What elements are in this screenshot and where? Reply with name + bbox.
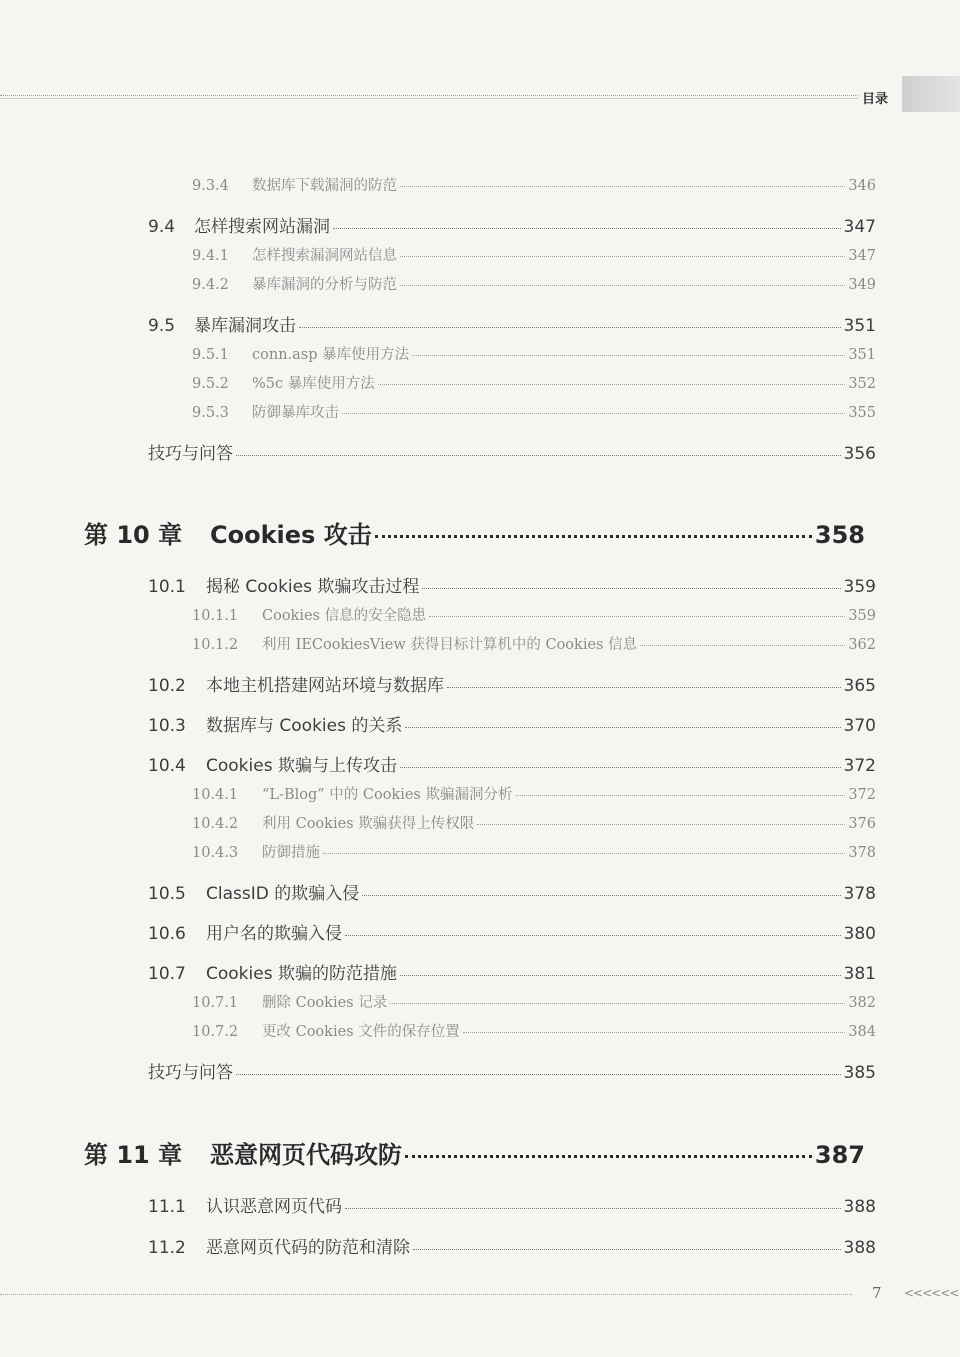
entry-page: 347 (843, 217, 876, 237)
entry-page: 370 (843, 716, 876, 736)
entry-page: 376 (848, 816, 876, 832)
leader-dots (405, 727, 840, 728)
leader-dots (390, 1003, 845, 1004)
entry-page: 359 (843, 577, 876, 597)
entry-page: 351 (848, 347, 876, 363)
chapter-number: 第 11 章 (84, 1141, 183, 1169)
entry-title: 利用 IECookiesView 获得目标计算机中的 Cookies 信息 (262, 637, 638, 653)
footer-rule (0, 1294, 852, 1295)
entry-number: 10.1.2 (192, 637, 239, 653)
toc-entry-10-7 (148, 959, 876, 984)
entry-title: 数据库与 Cookies 的关系 (206, 716, 403, 736)
entry-title: 数据库下载漏洞的防范 (252, 178, 397, 194)
toc-entry-9-5 (148, 311, 876, 336)
entry-number: 10.4 (148, 756, 186, 776)
page-number: 7 (872, 1284, 882, 1302)
entry-title: conn.asp 暴库使用方法 (252, 347, 410, 363)
leader-dots (236, 1074, 841, 1075)
toc-chapter-11 (84, 1135, 865, 1170)
toc-entry-10-7-2 (192, 1020, 876, 1041)
entry-title: 揭秘 Cookies 欺骗攻击过程 (206, 577, 420, 597)
toc-entry-10-7-1 (192, 991, 876, 1012)
entry-title: 暴库漏洞的分析与防范 (252, 277, 397, 293)
entry-title: Cookies 信息的安全隐患 (262, 608, 427, 624)
entry-page: 378 (843, 884, 876, 904)
entry-number: 10.7.2 (192, 1024, 239, 1040)
chapter-page: 387 (814, 1141, 865, 1169)
entry-number: 10.1.1 (192, 608, 239, 624)
entry-number: 9.5.2 (192, 376, 229, 392)
entry-page: 356 (843, 444, 876, 464)
entry-title: 技巧与问答 (148, 444, 233, 464)
toc-entry-9-5-3 (192, 401, 876, 422)
entry-title: 防御措施 (262, 845, 320, 861)
entry-page: 355 (848, 405, 876, 421)
entry-number: 9.5 (148, 316, 176, 336)
entry-number: 9.5.1 (192, 347, 229, 363)
leader-dots (299, 327, 841, 328)
leader-dots (422, 588, 840, 589)
leader-dots (345, 1208, 841, 1209)
toc-entry-10-5 (148, 879, 876, 904)
entry-number: 9.5.3 (192, 405, 229, 421)
toc-entry-9-5-2 (192, 372, 876, 393)
entry-page: 378 (848, 845, 876, 861)
entry-title: Cookies 欺骗的防范措施 (206, 964, 397, 984)
entry-page: 365 (843, 676, 876, 696)
entry-title: 更改 Cookies 文件的保存位置 (262, 1024, 460, 1040)
entry-number: 10.4.1 (192, 787, 239, 803)
entry-number: 9.3.4 (192, 178, 229, 194)
leader-dots (405, 1155, 812, 1158)
entry-page: 362 (848, 637, 876, 653)
toc-entry-9-5-1 (192, 343, 876, 364)
toc-entry-10-4-3 (192, 841, 876, 862)
leader-dots (236, 455, 841, 456)
leader-dots (516, 795, 846, 796)
entry-page: 380 (843, 924, 876, 944)
toc-entry-10-3 (148, 711, 876, 736)
entry-number: 11.1 (148, 1197, 186, 1217)
leader-dots (413, 1249, 841, 1250)
entry-title: 本地主机搭建网站环境与数据库 (206, 676, 444, 696)
entry-title: 防御暴库攻击 (252, 405, 339, 421)
leader-dots (463, 1032, 846, 1033)
entry-page: 381 (843, 964, 876, 984)
leader-dots (400, 767, 841, 768)
leader-dots (400, 256, 845, 257)
toc-entry-10-1-1 (192, 604, 876, 625)
entry-number: 10.4.3 (192, 845, 239, 861)
entry-page: 347 (848, 248, 876, 264)
leader-dots (412, 355, 845, 356)
entry-title: “L-Blog” 中的 Cookies 欺骗漏洞分析 (262, 787, 513, 803)
toc-entry-tips-9 (148, 439, 876, 464)
entry-title: %5c 暴库使用方法 (252, 376, 375, 392)
entry-page: 382 (848, 995, 876, 1011)
toc-entry-11-1 (148, 1192, 876, 1217)
entry-title: 认识恶意网页代码 (206, 1197, 342, 1217)
leader-dots (447, 687, 841, 688)
leader-dots (375, 535, 812, 538)
entry-title: Cookies 欺骗与上传攻击 (206, 756, 397, 776)
footer-arrows: <<<<<< (904, 1286, 959, 1300)
toc-entry-10-4-1 (192, 783, 876, 804)
running-header: 目录 (862, 92, 889, 107)
entry-number: 10.1 (148, 577, 186, 597)
toc-entry-9-3-4 (192, 174, 876, 195)
chapter-page: 358 (814, 521, 865, 549)
entry-title: 技巧与问答 (148, 1063, 233, 1083)
entry-page: 372 (843, 756, 876, 776)
leader-dots (345, 935, 841, 936)
toc-entry-9-4 (148, 212, 876, 237)
entry-number: 10.2 (148, 676, 186, 696)
leader-dots (429, 616, 845, 617)
leader-dots (400, 285, 845, 286)
chapter-number: 第 10 章 (84, 521, 183, 549)
entry-title: 怎样搜索网站漏洞 (194, 217, 330, 237)
entry-number: 9.4.1 (192, 248, 229, 264)
toc-entry-10-6 (148, 919, 876, 944)
entry-title: 利用 Cookies 欺骗获得上传权限 (262, 816, 475, 832)
header-tab-decoration (902, 76, 960, 112)
entry-number: 10.3 (148, 716, 186, 736)
toc-entry-10-2 (148, 671, 876, 696)
entry-page: 388 (843, 1238, 876, 1258)
toc-entry-11-2 (148, 1233, 876, 1258)
leader-dots (323, 853, 845, 854)
entry-number: 10.6 (148, 924, 186, 944)
entry-page: 385 (843, 1063, 876, 1083)
entry-title: 用户名的欺骗入侵 (206, 924, 342, 944)
toc-entry-10-1-2 (192, 633, 876, 654)
leader-dots (378, 384, 846, 385)
toc-entry-9-4-2 (192, 273, 876, 294)
entry-page: 351 (843, 316, 876, 336)
leader-dots (400, 186, 845, 187)
entry-number: 11.2 (148, 1238, 186, 1258)
entry-title: ClassID 的欺骗入侵 (206, 884, 360, 904)
entry-page: 346 (848, 178, 876, 194)
leader-dots (640, 645, 845, 646)
entry-page: 388 (843, 1197, 876, 1217)
entry-title: 暴库漏洞攻击 (194, 316, 296, 336)
header-rule (0, 95, 858, 96)
chapter-title: 恶意网页代码攻防 (210, 1141, 402, 1169)
entry-number: 10.4.2 (192, 816, 239, 832)
toc-entry-10-4 (148, 751, 876, 776)
entry-title: 怎样搜索漏洞网站信息 (252, 248, 397, 264)
entry-number: 10.5 (148, 884, 186, 904)
leader-dots (333, 228, 841, 229)
entry-page: 359 (848, 608, 876, 624)
toc-entry-10-4-2 (192, 812, 876, 833)
entry-title: 恶意网页代码的防范和清除 (206, 1238, 410, 1258)
entry-page: 352 (848, 376, 876, 392)
leader-dots (477, 824, 845, 825)
toc-entry-9-4-1 (192, 244, 876, 265)
entry-title: 删除 Cookies 记录 (262, 995, 388, 1011)
entry-page: 384 (848, 1024, 876, 1040)
chapter-title: Cookies 攻击 (210, 521, 372, 549)
entry-number: 10.7 (148, 964, 186, 984)
leader-dots (342, 413, 845, 414)
entry-page: 349 (848, 277, 876, 293)
toc-chapter-10 (84, 515, 865, 550)
toc-entry-10-1 (148, 572, 876, 597)
entry-page: 372 (848, 787, 876, 803)
leader-dots (400, 975, 841, 976)
entry-number: 10.7.1 (192, 995, 239, 1011)
leader-dots (362, 895, 840, 896)
entry-number: 9.4.2 (192, 277, 229, 293)
entry-number: 9.4 (148, 217, 176, 237)
toc-entry-tips-10 (148, 1058, 876, 1083)
